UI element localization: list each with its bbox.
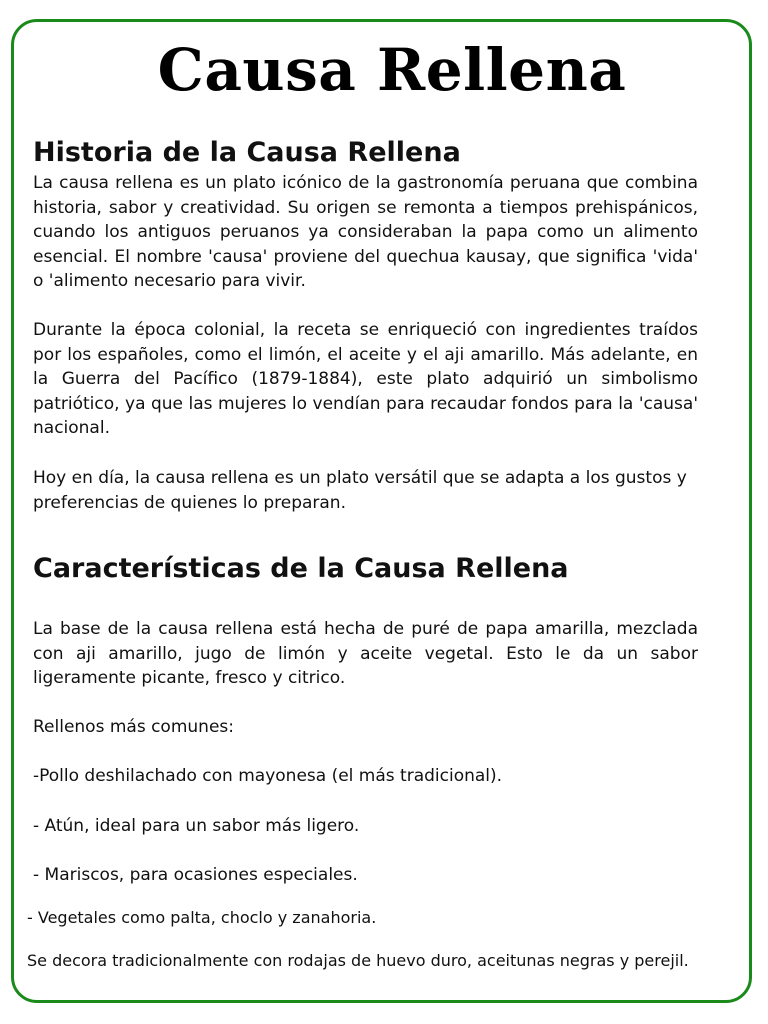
- caracteristicas-intro: La base de la causa rellena está hecha de puré de papa amarilla, mezclada con aji amarillo, jugo de limón y aceite vegetal. Esto le da un sabor ligeramente picante, fresco y citrico.: [33, 619, 698, 689]
- relleno-item-pollo: -Pollo deshilachado con mayonesa (el más tradicional).: [33, 766, 503, 786]
- page-title: Causa Rellena: [157, 36, 627, 104]
- historia-heading: Historia de la Causa Rellena: [33, 137, 461, 168]
- historia-paragraph-2: Durante la época colonial, la receta se enriqueció con ingredientes traídos por los españoles, como el limón, el aceite y el aji amarillo. Más adelante, en la Guerra del Pacífico (1879-1884), este plato adquirió un simbolismo patriótico, ya que las mujeres lo vendían para recaudar fondos para la 'causa' nacional.: [33, 320, 698, 439]
- relleno-item-vegetales: - Vegetales como palta, choclo y zanahoria.: [27, 908, 377, 927]
- relleno-item-atun: - Atún, ideal para un sabor más ligero.: [33, 816, 360, 836]
- historia-paragraph-3: Hoy en día, la causa rellena es un plato versátil que se adapta a los gustos y preferencias de quienes lo preparan.: [33, 468, 687, 513]
- caracteristicas-heading: Características de la Causa Rellena: [33, 553, 569, 584]
- decoracion-text: Se decora tradicionalmente con rodajas de huevo duro, aceitunas negras y perejil.: [27, 951, 689, 970]
- relleno-item-mariscos: - Mariscos, para ocasiones especiales.: [33, 865, 358, 885]
- rellenos-label: Rellenos más comunes:: [33, 717, 234, 737]
- historia-paragraph-1: La causa rellena es un plato icónico de la gastronomía peruana que combina historia, sabor y creatividad. Su origen se remonta a tiempos prehispánicos, cuando los antiguos peruanos ya consideraban la papa como un alimento esencial. El nombre 'causa' proviene del quechua kausay, que significa 'vida' o 'alimento necesario para vivir.: [33, 173, 698, 292]
